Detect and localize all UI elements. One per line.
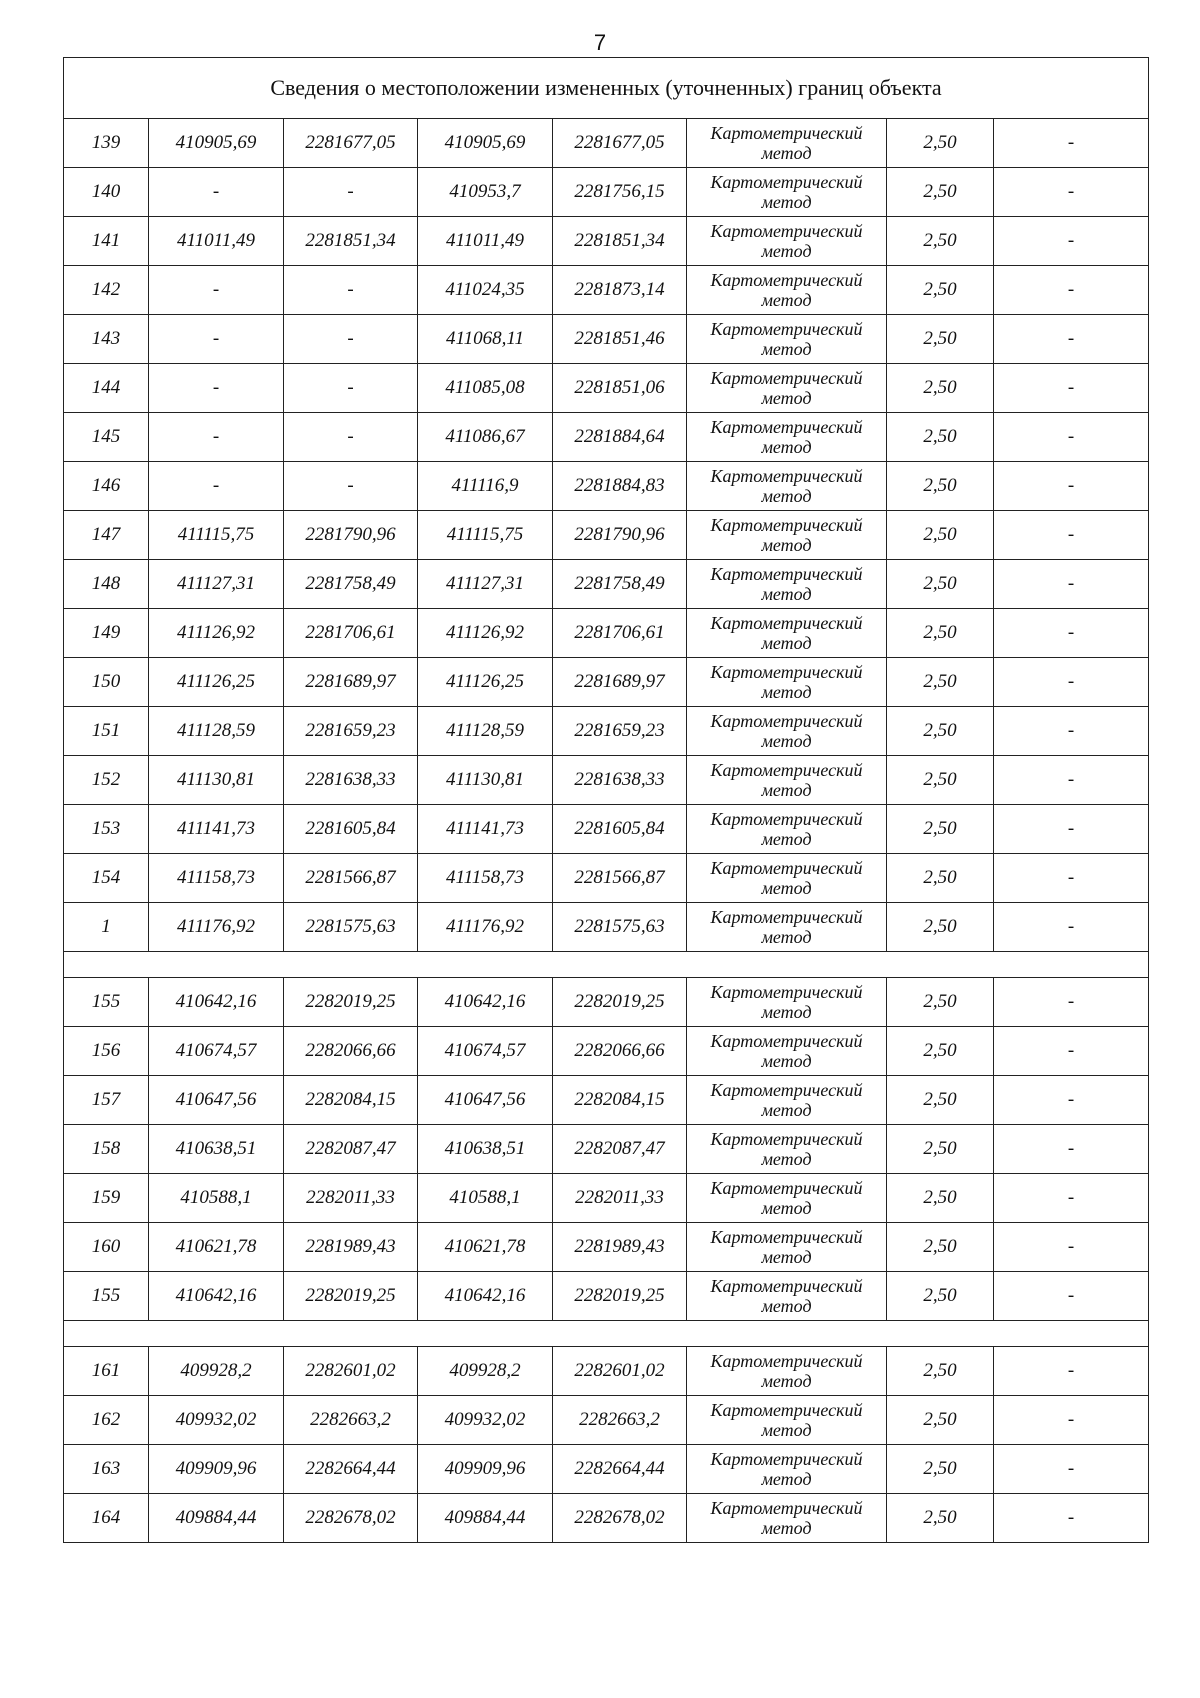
method-cell: Картометрический метод [687,266,887,315]
table-row [64,364,1149,413]
page-number: 7 [593,30,607,55]
y-new-cell: 2281884,64 [553,413,687,462]
y-old-cell: 2281638,33 [284,756,418,805]
y-new-cell: 2282066,66 [553,1027,687,1076]
table-row [64,903,1149,952]
y-new-cell: 2282678,02 [553,1494,687,1543]
method-cell: Картометрический метод [687,854,887,903]
y-new-cell: 2281884,83 [553,462,687,511]
table-row [64,756,1149,805]
description-cell: - [994,168,1149,217]
point-number-cell: 150 [64,658,149,707]
description-cell: - [994,609,1149,658]
table-row [64,462,1149,511]
description-cell: - [994,1076,1149,1125]
x-new-cell: 409884,44 [418,1494,553,1543]
x-old-cell: 411158,73 [149,854,284,903]
description-cell: - [994,511,1149,560]
x-new-cell: 411158,73 [418,854,553,903]
x-old-cell: 410588,1 [149,1174,284,1223]
x-new-cell: 410638,51 [418,1125,553,1174]
y-old-cell: - [284,168,418,217]
x-old-cell: - [149,364,284,413]
description-cell: - [994,854,1149,903]
x-old-cell: 411011,49 [149,217,284,266]
x-new-cell: 411068,11 [418,315,553,364]
point-number-cell: 149 [64,609,149,658]
x-old-cell: - [149,168,284,217]
x-new-cell: 410647,56 [418,1076,553,1125]
point-number-cell: 153 [64,805,149,854]
description-cell: - [994,1445,1149,1494]
y-old-cell: - [284,266,418,315]
x-old-cell: 411115,75 [149,511,284,560]
y-new-cell: 2281790,96 [553,511,687,560]
accuracy-cell: 2,50 [887,1076,994,1125]
x-old-cell: - [149,315,284,364]
y-old-cell: 2282663,2 [284,1396,418,1445]
x-new-cell: 409909,96 [418,1445,553,1494]
y-old-cell: 2281790,96 [284,511,418,560]
accuracy-cell: 2,50 [887,1223,994,1272]
accuracy-cell: 2,50 [887,1174,994,1223]
accuracy-cell: 2,50 [887,1396,994,1445]
point-number-cell: 159 [64,1174,149,1223]
point-number-cell: 151 [64,707,149,756]
y-new-cell: 2281689,97 [553,658,687,707]
x-new-cell: 410642,16 [418,978,553,1027]
table-row [64,854,1149,903]
table-row [64,119,1149,168]
x-old-cell: 410638,51 [149,1125,284,1174]
x-old-cell: - [149,462,284,511]
description-cell: - [994,560,1149,609]
y-old-cell: 2281575,63 [284,903,418,952]
y-new-cell: 2281989,43 [553,1223,687,1272]
point-number-cell: 155 [64,978,149,1027]
y-new-cell: 2281706,61 [553,609,687,658]
y-new-cell: 2281677,05 [553,119,687,168]
method-cell: Картометрический метод [687,1076,887,1125]
table-row [64,315,1149,364]
point-number-cell: 144 [64,364,149,413]
point-number-cell: 147 [64,511,149,560]
y-old-cell: 2281851,34 [284,217,418,266]
x-old-cell: 410642,16 [149,1272,284,1321]
method-cell: Картометрический метод [687,217,887,266]
table-body [64,58,1149,1543]
point-number-cell: 156 [64,1027,149,1076]
table-row [64,168,1149,217]
x-new-cell: 411127,31 [418,560,553,609]
point-number-cell: 162 [64,1396,149,1445]
table-row [64,658,1149,707]
x-new-cell: 410674,57 [418,1027,553,1076]
method-cell: Картометрический метод [687,119,887,168]
accuracy-cell: 2,50 [887,217,994,266]
table-row [64,707,1149,756]
method-cell: Картометрический метод [687,462,887,511]
accuracy-cell: 2,50 [887,658,994,707]
y-new-cell: 2282664,44 [553,1445,687,1494]
method-cell: Картометрический метод [687,805,887,854]
y-old-cell: 2281677,05 [284,119,418,168]
x-new-cell: 410905,69 [418,119,553,168]
table-row [64,1494,1149,1543]
method-cell: Картометрический метод [687,1445,887,1494]
method-cell: Картометрический метод [687,364,887,413]
method-cell: Картометрический метод [687,1125,887,1174]
description-cell: - [994,1223,1149,1272]
y-old-cell: 2282019,25 [284,978,418,1027]
table-row [64,1272,1149,1321]
method-cell: Картометрический метод [687,511,887,560]
x-new-cell: 411085,08 [418,364,553,413]
method-cell: Картометрический метод [687,168,887,217]
x-old-cell: 410642,16 [149,978,284,1027]
accuracy-cell: 2,50 [887,168,994,217]
description-cell: - [994,658,1149,707]
y-old-cell: 2281605,84 [284,805,418,854]
accuracy-cell: 2,50 [887,462,994,511]
accuracy-cell: 2,50 [887,756,994,805]
method-cell: Картометрический метод [687,609,887,658]
point-number-cell: 158 [64,1125,149,1174]
y-new-cell: 2281851,46 [553,315,687,364]
x-old-cell: 411127,31 [149,560,284,609]
x-new-cell: 411130,81 [418,756,553,805]
y-new-cell: 2281566,87 [553,854,687,903]
x-new-cell: 410621,78 [418,1223,553,1272]
y-old-cell: 2281706,61 [284,609,418,658]
y-old-cell: 2281689,97 [284,658,418,707]
method-cell: Картометрический метод [687,756,887,805]
y-old-cell: - [284,413,418,462]
y-old-cell: 2282019,25 [284,1272,418,1321]
x-old-cell: 411126,92 [149,609,284,658]
x-old-cell: 411126,25 [149,658,284,707]
y-new-cell: 2282087,47 [553,1125,687,1174]
x-old-cell: 410647,56 [149,1076,284,1125]
x-new-cell: 411086,67 [418,413,553,462]
method-cell: Картометрический метод [687,903,887,952]
x-new-cell: 411116,9 [418,462,553,511]
table-row [64,1223,1149,1272]
accuracy-cell: 2,50 [887,978,994,1027]
accuracy-cell: 2,50 [887,854,994,903]
method-cell: Картометрический метод [687,1174,887,1223]
description-cell: - [994,462,1149,511]
x-new-cell: 411176,92 [418,903,553,952]
x-old-cell: 409884,44 [149,1494,284,1543]
method-cell: Картометрический метод [687,315,887,364]
accuracy-cell: 2,50 [887,1445,994,1494]
point-number-cell: 145 [64,413,149,462]
y-old-cell: 2281659,23 [284,707,418,756]
accuracy-cell: 2,50 [887,413,994,462]
group-separator-cell [64,952,1149,978]
y-new-cell: 2281851,34 [553,217,687,266]
group-separator-cell [64,1321,1149,1347]
y-old-cell: 2282084,15 [284,1076,418,1125]
accuracy-cell: 2,50 [887,1347,994,1396]
point-number-cell: 142 [64,266,149,315]
x-new-cell: 411126,25 [418,658,553,707]
point-number-cell: 155 [64,1272,149,1321]
x-old-cell: 411130,81 [149,756,284,805]
description-cell: - [994,903,1149,952]
table-row [64,217,1149,266]
x-old-cell: 409928,2 [149,1347,284,1396]
x-old-cell: - [149,266,284,315]
x-old-cell: 410905,69 [149,119,284,168]
point-number-cell: 161 [64,1347,149,1396]
x-new-cell: 410588,1 [418,1174,553,1223]
method-cell: Картометрический метод [687,658,887,707]
group-separator-row [64,1321,1149,1347]
accuracy-cell: 2,50 [887,119,994,168]
description-cell: - [994,1027,1149,1076]
y-old-cell: 2281758,49 [284,560,418,609]
point-number-cell: 160 [64,1223,149,1272]
boundary-coordinates-table [63,57,1149,1543]
description-cell: - [994,1174,1149,1223]
description-cell: - [994,1272,1149,1321]
point-number-cell: 148 [64,560,149,609]
accuracy-cell: 2,50 [887,364,994,413]
accuracy-cell: 2,50 [887,1027,994,1076]
point-number-cell: 140 [64,168,149,217]
description-cell: - [994,707,1149,756]
y-old-cell: 2282678,02 [284,1494,418,1543]
y-old-cell: 2281989,43 [284,1223,418,1272]
y-old-cell: 2281566,87 [284,854,418,903]
y-new-cell: 2281873,14 [553,266,687,315]
point-number-cell: 157 [64,1076,149,1125]
y-new-cell: 2281758,49 [553,560,687,609]
y-new-cell: 2282663,2 [553,1396,687,1445]
y-old-cell: - [284,364,418,413]
x-new-cell: 411128,59 [418,707,553,756]
description-cell: - [994,266,1149,315]
table-row [64,978,1149,1027]
table-row [64,1347,1149,1396]
description-cell: - [994,756,1149,805]
point-number-cell: 146 [64,462,149,511]
point-number-cell: 154 [64,854,149,903]
table-row [64,1174,1149,1223]
point-number-cell: 152 [64,756,149,805]
description-cell: - [994,1125,1149,1174]
x-new-cell: 409932,02 [418,1396,553,1445]
y-new-cell: 2282019,25 [553,978,687,1027]
x-old-cell: 411128,59 [149,707,284,756]
x-new-cell: 410642,16 [418,1272,553,1321]
y-old-cell: 2282601,02 [284,1347,418,1396]
method-cell: Картометрический метод [687,1347,887,1396]
y-old-cell: 2282664,44 [284,1445,418,1494]
group-separator-row [64,952,1149,978]
y-new-cell: 2282601,02 [553,1347,687,1396]
x-new-cell: 410953,7 [418,168,553,217]
y-new-cell: 2281638,33 [553,756,687,805]
table-row [64,1396,1149,1445]
y-new-cell: 2281659,23 [553,707,687,756]
accuracy-cell: 2,50 [887,1494,994,1543]
point-number-cell: 163 [64,1445,149,1494]
method-cell: Картометрический метод [687,560,887,609]
accuracy-cell: 2,50 [887,560,994,609]
x-new-cell: 411115,75 [418,511,553,560]
y-old-cell: 2282011,33 [284,1174,418,1223]
x-new-cell: 411011,49 [418,217,553,266]
accuracy-cell: 2,50 [887,1125,994,1174]
method-cell: Картометрический метод [687,1027,887,1076]
point-number-cell: 1 [64,903,149,952]
x-new-cell: 411126,92 [418,609,553,658]
accuracy-cell: 2,50 [887,266,994,315]
description-cell: - [994,1347,1149,1396]
y-new-cell: 2281575,63 [553,903,687,952]
x-old-cell: 409909,96 [149,1445,284,1494]
y-old-cell: 2282087,47 [284,1125,418,1174]
table-row [64,1027,1149,1076]
description-cell: - [994,1494,1149,1543]
table-row [64,1076,1149,1125]
table-row [64,511,1149,560]
y-new-cell: 2281756,15 [553,168,687,217]
point-number-cell: 141 [64,217,149,266]
x-old-cell: 411141,73 [149,805,284,854]
table-row [64,560,1149,609]
table-row [64,266,1149,315]
table-row [64,1445,1149,1494]
accuracy-cell: 2,50 [887,805,994,854]
method-cell: Картометрический метод [687,1494,887,1543]
table-row [64,1125,1149,1174]
y-new-cell: 2282084,15 [553,1076,687,1125]
x-new-cell: 411024,35 [418,266,553,315]
x-old-cell: 410674,57 [149,1027,284,1076]
x-old-cell: 410621,78 [149,1223,284,1272]
accuracy-cell: 2,50 [887,707,994,756]
y-old-cell: - [284,462,418,511]
y-new-cell: 2282019,25 [553,1272,687,1321]
x-old-cell: 411176,92 [149,903,284,952]
method-cell: Картометрический метод [687,1396,887,1445]
accuracy-cell: 2,50 [887,903,994,952]
x-old-cell: - [149,413,284,462]
description-cell: - [994,1396,1149,1445]
x-new-cell: 411141,73 [418,805,553,854]
table-title: Сведения о местоположении измененных (уточненных) границ объекта [64,58,1149,119]
method-cell: Картометрический метод [687,413,887,462]
description-cell: - [994,315,1149,364]
table-row [64,413,1149,462]
table-title-row [64,58,1149,119]
y-new-cell: 2281851,06 [553,364,687,413]
method-cell: Картометрический метод [687,1272,887,1321]
x-old-cell: 409932,02 [149,1396,284,1445]
description-cell: - [994,413,1149,462]
description-cell: - [994,978,1149,1027]
method-cell: Картометрический метод [687,1223,887,1272]
point-number-cell: 139 [64,119,149,168]
y-new-cell: 2282011,33 [553,1174,687,1223]
y-old-cell: 2282066,66 [284,1027,418,1076]
x-new-cell: 409928,2 [418,1347,553,1396]
description-cell: - [994,805,1149,854]
description-cell: - [994,364,1149,413]
y-old-cell: - [284,315,418,364]
accuracy-cell: 2,50 [887,315,994,364]
accuracy-cell: 2,50 [887,609,994,658]
point-number-cell: 143 [64,315,149,364]
point-number-cell: 164 [64,1494,149,1543]
table-row [64,805,1149,854]
method-cell: Картометрический метод [687,707,887,756]
table-row [64,609,1149,658]
accuracy-cell: 2,50 [887,511,994,560]
y-new-cell: 2281605,84 [553,805,687,854]
description-cell: - [994,119,1149,168]
description-cell: - [994,217,1149,266]
method-cell: Картометрический метод [687,978,887,1027]
accuracy-cell: 2,50 [887,1272,994,1321]
